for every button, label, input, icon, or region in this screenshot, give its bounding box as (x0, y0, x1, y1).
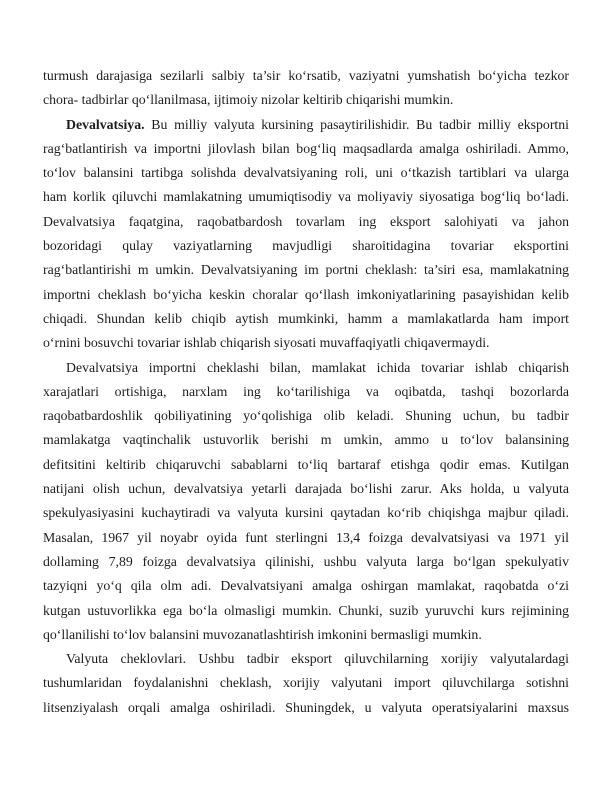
text-run: bozoridagi qulay vaziyatlarning mavjudligi sharoitidagina tovariar eksportini (43, 238, 569, 254)
text-run: to‘lov balansini tartibga solishda devalvatsiyaning roli, uni o‘tkazish tartiblari va ularga (43, 165, 569, 181)
text-run: mamlakatga vaqtinchalik ustuvorlik berishi m umkin, ammo u to‘lov balansining (43, 432, 569, 448)
text-line (43, 307, 569, 331)
text-line (43, 477, 569, 501)
text-line (43, 428, 569, 452)
text-run: litsenziyalash orqali amalga oshiriladi. Shuningdek, u valyuta operatsiyalarini maxsus (43, 699, 569, 715)
text-run: Devalvatsiya importni cheklashi bilan, mamlakat ichida tovariar ishlab chiqarish (66, 359, 569, 375)
text-run: kutgan ustuvorlikka ega bo‘la olmasligi mumkin. Chunki, suzib yuruvchi kurs rejimining (43, 602, 569, 618)
text-line (43, 526, 569, 550)
text-line (43, 550, 569, 574)
text-run: xarajatlari ortishiga, narxlam ing ko‘tarilishiga va oqibatda, tashqi bozorlarda (43, 383, 569, 399)
text-run: tazyiqni yo‘q qila olm adi. Devalvatsiyani amalga oshirgan mamlakat, raqobatda o‘zi (43, 578, 569, 594)
text-line (43, 185, 569, 209)
text-line (43, 599, 569, 623)
text-run: dollaming 7,89 foizga devalvatsiya qilinishi, ushbu valyuta larga bo‘lgan spekulyativ (43, 553, 569, 569)
text-run: chora- tadbirlar qo‘llanilmasa, ijtimoiy nizolar keltirib chiqarishi mumkin. (43, 92, 454, 108)
text-run: o‘rnini bosuvchi tovariar ishlab chiqarish siyosati muvaffaqiyatli chiqavermaydi. (43, 335, 490, 351)
text-run: chiqadi. Shundan kelib chiqib aytish mumkinki, hamm a mamlakatlarda ham import (43, 310, 569, 326)
text-run: raqobatbardoshlik qobiliyatining yo‘qolishiga olib keladi. Shuning uchun, bu tadbir (43, 408, 569, 424)
text-line (43, 113, 569, 137)
text-line (43, 574, 569, 598)
text-line (43, 88, 569, 112)
text-line (43, 404, 569, 428)
text-run: rag‘batlantirish va importni jilovlash bilan bog‘liq maqsadlarda amalga oshiriladi. Ammo, (43, 140, 569, 156)
text-run: Devalvatsiya faqatgina, raqobatbardosh tovarlam ing eksport salohiyati va jahon (43, 213, 569, 229)
text-line (43, 161, 569, 185)
text-run: rag‘batlantirishi m umkin. Devalvatsiyaning im portni cheklash: ta’siri esa, mamlakatning (43, 262, 569, 278)
paragraph (43, 647, 569, 720)
text-run: Bu milliy valyuta kursining pasaytirilishidir. Bu tadbir milliy eksportni (144, 116, 569, 132)
document-text-block (43, 64, 569, 720)
text-line (43, 623, 569, 647)
text-run: spekulyasiyasini kuchaytiradi va valyuta kursini qaytadan ko‘rib chiqishga majbur qiladi. (43, 505, 569, 521)
text-line (43, 137, 569, 161)
text-run: qo‘llanilishi to‘lov balansini muvozanatlashtirish imkonini bermasligi mumkin. (43, 626, 482, 642)
text-line (43, 283, 569, 307)
text-line (43, 356, 569, 380)
text-run: ham korlik qiluvchi mamlakatning umumiqtisodiy va moliyaviy siyosatiga bog‘liq bo‘ladi. (43, 189, 569, 205)
text-run: tushumlaridan foydalanishni cheklash, xorijiy valyutani import qiluvchilarga sotishni (43, 675, 569, 691)
text-line (43, 671, 569, 695)
text-run: defitsitini keltirib chiqaruvchi sabablarni to‘liq bartaraf etishga qodir emas. Kutilgan (43, 456, 569, 472)
text-line (43, 647, 569, 671)
paragraph (43, 113, 569, 356)
text-run: Valyuta cheklovlari. Ushbu tadbir eksport qiluvchilarning xorijiy valyutalardagi (66, 651, 569, 667)
text-line (43, 234, 569, 258)
text-run: importni cheklash bo‘yicha keskin choralar qo‘llash imkoniyatlarining pasayishidan kelib (43, 286, 569, 302)
text-line (43, 64, 569, 88)
bold-text-run: Devalvatsiya. (66, 116, 145, 132)
text-line (43, 331, 569, 355)
text-run: turmush darajasiga sezilarli salbiy ta’sir ko‘rsatib, vaziyatni yumshatish bo‘yicha tezkor (43, 68, 569, 83)
paragraph (43, 64, 569, 113)
paragraph (43, 356, 569, 648)
text-line (43, 258, 569, 282)
text-run: natijani olish uchun, devalvatsiya yetarli darajada bo‘lishi zarur. Aks holda, u valyuta (43, 481, 569, 497)
text-line (43, 696, 569, 720)
text-line (43, 380, 569, 404)
text-line (43, 501, 569, 525)
text-line (43, 453, 569, 477)
text-line (43, 210, 569, 234)
text-run: Masalan, 1967 yil noyabr oyida funt sterlingni 13,4 foizga devalvatsiyasi va 1971 yil (43, 529, 569, 545)
